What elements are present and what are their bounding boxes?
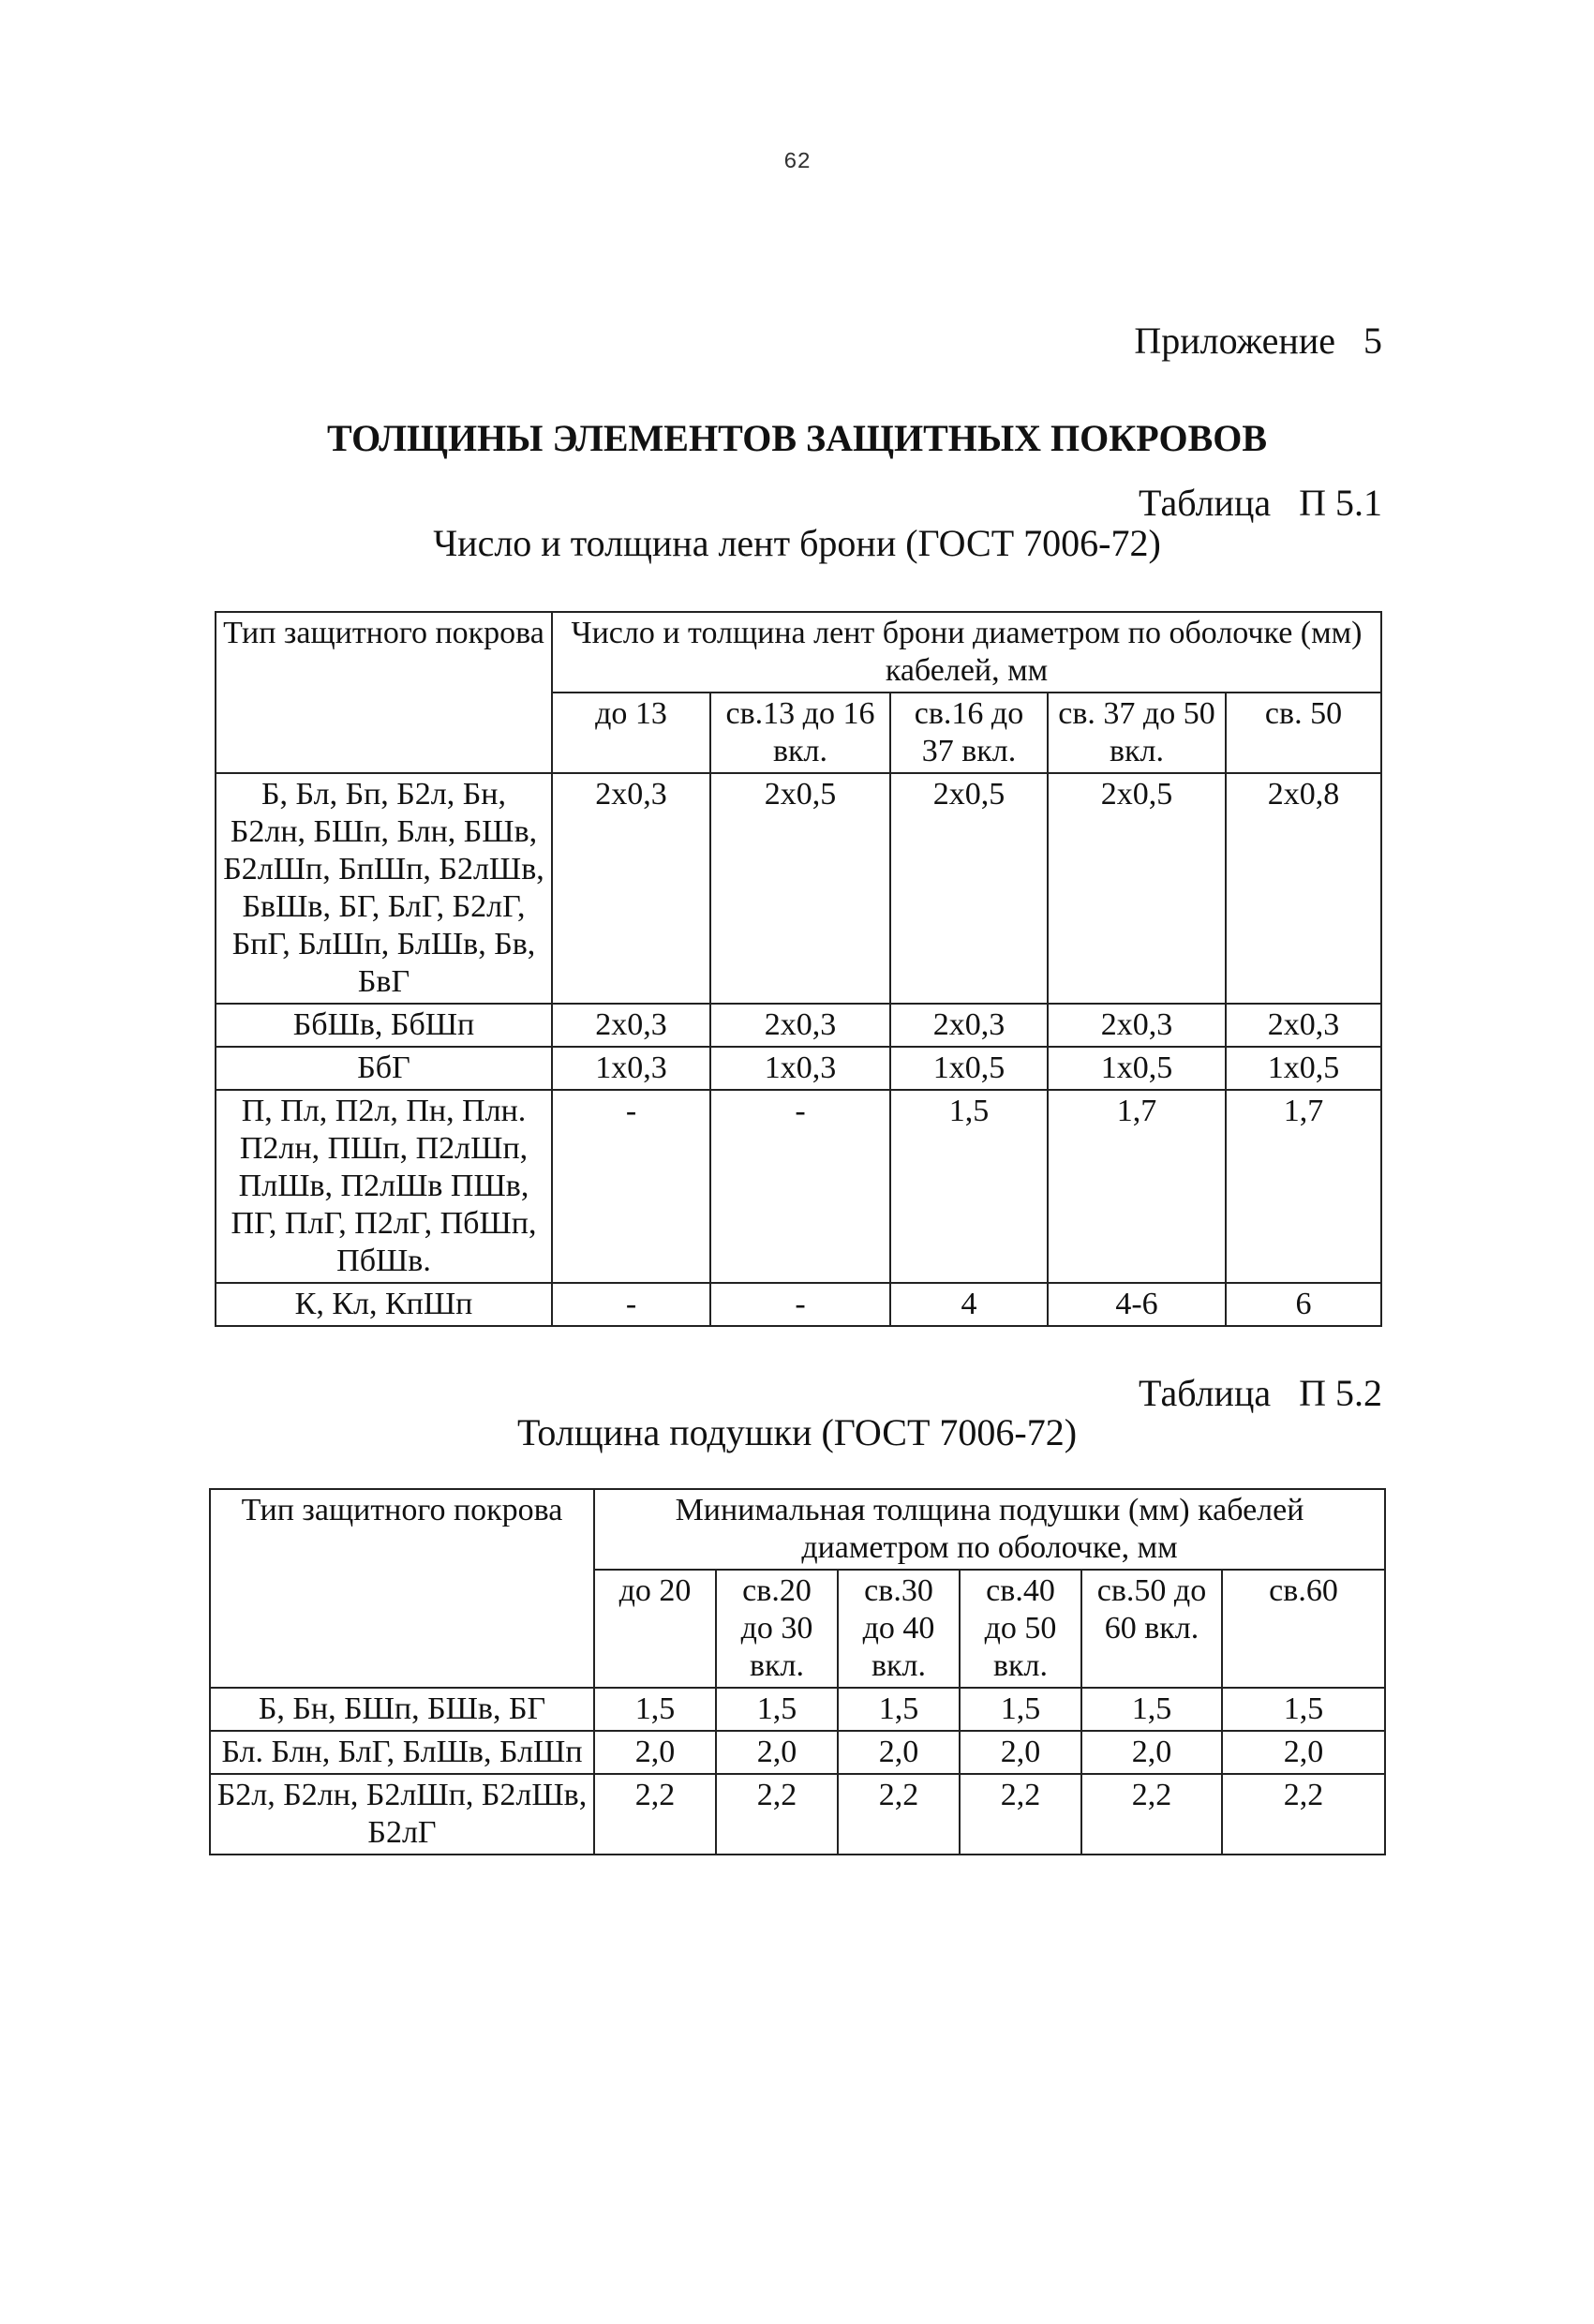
row-type-cell: Бл. Блн, БлГ, БлШв, БлШп [210,1731,594,1774]
table-header-row [210,1489,1385,1570]
subcolumn-header: св. 50 [1226,693,1381,773]
table2-caption: Толщина подушки (ГОСТ 7006-72) [516,1411,1078,1453]
subcolumn-header: до 13 [552,693,710,773]
page-title: ТОЛЩИНЫ ЭЛЕМЕНТОВ ЗАЩИТНЫХ ПОКРОВОВ [326,417,1268,459]
subcolumn-header: св.13 до 16 вкл. [710,693,890,773]
table-row [210,1731,1385,1774]
cushion-thickness-table [209,1488,1386,1855]
column-header-group: Число и толщина лент брони диаметром по оболочке (мм) кабелей, мм [552,612,1381,693]
value-cell: 2,2 [1222,1774,1385,1855]
value-cell: 1,5 [1081,1688,1222,1731]
appendix-label: Приложение 5 [1134,320,1382,362]
value-cell: 2,2 [960,1774,1081,1855]
value-cell: 2х0,3 [890,1004,1048,1047]
table2-label: Таблица П 5.2 [1139,1372,1382,1414]
page-number: 62 [783,150,811,175]
value-cell: 2,0 [1081,1731,1222,1774]
value-cell: 1,5 [960,1688,1081,1731]
table-row [216,1090,1381,1283]
value-cell: 2х0,3 [1048,1004,1226,1047]
subcolumn-header: св.16 до 37 вкл. [890,693,1048,773]
value-cell: 2х0,3 [552,1004,710,1047]
subcolumn-header: св.20 до 30 вкл. [716,1570,838,1688]
value-cell: 1х0,3 [552,1047,710,1090]
value-cell: 2,2 [594,1774,716,1855]
value-cell: 1,5 [890,1090,1048,1283]
value-cell: 2,2 [716,1774,838,1855]
value-cell: 1,7 [1226,1090,1381,1283]
subcolumn-header: до 20 [594,1570,716,1688]
subcolumn-header: св.40 до 50 вкл. [960,1570,1081,1688]
subcolumn-header: св. 37 до 50 вкл. [1048,693,1226,773]
value-cell: 1,7 [1048,1090,1226,1283]
row-type-cell: П, Пл, П2л, Пн, Плн. П2лн, ПШп, П2лШп, ПлШв, П2лШв ПШв, ПГ, ПлГ, П2лГ, ПбШп, ПбШв. [216,1090,552,1283]
value-cell: 2,2 [838,1774,960,1855]
row-type-cell: К, Кл, КпШп [216,1283,552,1326]
table-row [216,1004,1381,1047]
column-header-group: Минимальная толщина подушки (мм) кабелей диаметром по оболочке, мм [594,1489,1385,1570]
table-row [210,1774,1385,1855]
value-cell: 2,0 [1222,1731,1385,1774]
value-cell: 4-6 [1048,1283,1226,1326]
value-cell: 1х0,3 [710,1047,890,1090]
value-cell: 6 [1226,1283,1381,1326]
value-cell: 2х0,5 [890,773,1048,1004]
value-cell: 1,5 [838,1688,960,1731]
table1-label: Таблица П 5.1 [1139,482,1382,524]
value-cell: 2,0 [594,1731,716,1774]
table-row [216,773,1381,1004]
value-cell: 2,0 [716,1731,838,1774]
value-cell: 2х0,3 [710,1004,890,1047]
value-cell: 1х0,5 [1226,1047,1381,1090]
row-type-cell: БбГ [216,1047,552,1090]
value-cell: 1,5 [594,1688,716,1731]
row-type-cell: Б, Бн, БШп, БШв, БГ [210,1688,594,1731]
armor-tape-table [215,611,1382,1327]
value-cell: - [552,1090,710,1283]
column-header-type: Тип защитного покрова [216,612,552,773]
subcolumn-header: св.30 до 40 вкл. [838,1570,960,1688]
value-cell: 1х0,5 [890,1047,1048,1090]
row-type-cell: БбШв, БбШп [216,1004,552,1047]
value-cell: 2,0 [838,1731,960,1774]
value-cell: 1х0,5 [1048,1047,1226,1090]
value-cell: 2,0 [960,1731,1081,1774]
row-type-cell: Б, Бл, Бп, Б2л, Бн, Б2лн, БШп, Блн, БШв, Б2лШп, БпШп, Б2лШв, БвШв, БГ, БлГ, Б2лГ, БпГ, БлШп, БлШв, Бв, БвГ [216,773,552,1004]
value-cell: 2х0,5 [710,773,890,1004]
value-cell: 2х0,8 [1226,773,1381,1004]
value-cell: - [710,1283,890,1326]
column-header-type: Тип защитного покрова [210,1489,594,1688]
row-type-cell: Б2л, Б2лн, Б2лШп, Б2лШв, Б2лГ [210,1774,594,1855]
table-row [216,1047,1381,1090]
table-row [210,1688,1385,1731]
subcolumn-header: св.60 [1222,1570,1385,1688]
value-cell: 2,2 [1081,1774,1222,1855]
value-cell: 2х0,3 [552,773,710,1004]
value-cell: - [552,1283,710,1326]
value-cell: 1,5 [716,1688,838,1731]
value-cell: 1,5 [1222,1688,1385,1731]
value-cell: - [710,1090,890,1283]
table1-caption: Число и толщина лент брони (ГОСТ 7006-72) [433,522,1161,564]
value-cell: 2х0,3 [1226,1004,1381,1047]
value-cell: 2х0,5 [1048,773,1226,1004]
table-row [216,1283,1381,1326]
table-header-row [216,612,1381,693]
value-cell: 4 [890,1283,1048,1326]
subcolumn-header: св.50 до 60 вкл. [1081,1570,1222,1688]
